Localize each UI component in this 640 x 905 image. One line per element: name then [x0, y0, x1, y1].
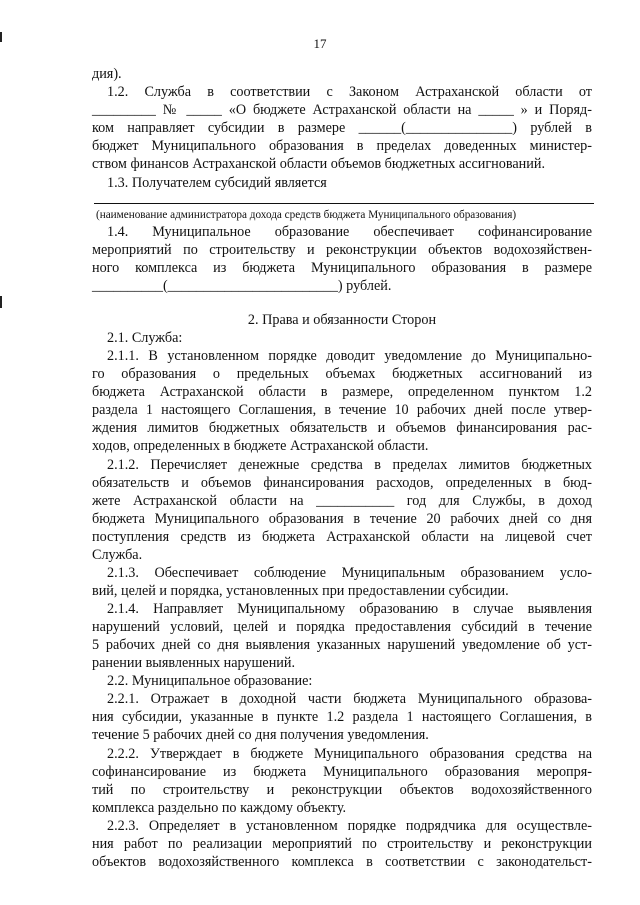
- text-line: ждения лимитов бюджетных обязательств и объемов финансирования рас-: [92, 420, 592, 436]
- text-line: 2.1.1. В установленном порядке доводит уведомление до Муниципально-: [107, 348, 592, 364]
- text-line: бюджета Астраханской области в размере, определенном пунктом 1.2: [92, 384, 592, 400]
- text-line: ством финансов Астраханской области объемов бюджетных ассигнований.: [92, 156, 545, 172]
- text-line: 2.1.3. Обеспечивает соблюдение Муниципальным образованием усло-: [107, 565, 592, 581]
- text-line: раздела 1 настоящего Соглашения, в течение 10 рабочих дней после утвер-: [92, 402, 592, 418]
- text-line: течение 5 рабочих дней со дня получения уведомления.: [92, 727, 429, 743]
- text-line: ния работ по реализации мероприятий по строительству и реконструкции: [92, 836, 592, 852]
- text-line: 2.1. Служба:: [107, 330, 183, 346]
- text-line: жете Астраханской области на ___________ год для Службы, в доход: [92, 493, 592, 509]
- text-line: вий, целей и порядка, установленных при предоставлении субсидии.: [92, 583, 509, 599]
- blank-fill-line: [94, 203, 594, 204]
- caption-line: (наименование администратора дохода средств бюджета Муниципального образования): [96, 209, 517, 221]
- text-line: ного комплекса из бюджета Муниципального образования в размере: [92, 260, 592, 276]
- text-line: 2.2.3. Определяет в установленном порядке подрядчика для осуществле-: [107, 818, 592, 834]
- text-line: поступления средств из бюджета Астраханской области на лицевой счет: [92, 529, 592, 545]
- text-line: ранении выявленных нарушений.: [92, 655, 296, 671]
- text-line: тий по строительству и реконструкции объектов водохозяйственного: [92, 782, 592, 798]
- text-line: __________(________________________) рублей.: [92, 278, 392, 294]
- text-line: 1.3. Получателем субсидий является: [107, 175, 327, 191]
- text-line: 2.2.2. Утверждает в бюджете Муниципального образования средства на: [107, 746, 592, 762]
- section-heading: 2. Права и обязанности Сторон: [247, 312, 437, 328]
- text-line: го образования о предельных объемах бюджетных ассигнований из: [92, 366, 592, 382]
- text-line: 1.4. Муниципальное образование обеспечивает софинансирование: [107, 224, 592, 240]
- text-line: ния субсидии, указанные в пункте 1.2 раздела 1 настоящего Соглашения, в: [92, 709, 592, 725]
- text-line: ходов, определенных в бюджете Астраханской области.: [92, 438, 429, 454]
- text-line: объектов водохозяйственного комплекса в соответствии с законодательст-: [92, 854, 592, 870]
- text-line: ком направляет субсидии в размере ______(_______________) рублей в: [92, 120, 592, 136]
- text-line: _________ № _____ «О бюджете Астраханской области на _____ » и Поряд-: [92, 102, 592, 118]
- text-line: бюджета Муниципального образования в течение 20 рабочих дней со дня: [92, 511, 592, 527]
- text-line: 2.1.4. Направляет Муниципальному образованию в случае выявления: [107, 601, 592, 617]
- text-line: 5 рабочих дней со дня выявления указанных нарушений уведомление об уст-: [92, 637, 592, 653]
- text-line: 2.2.1. Отражает в доходной части бюджета Муниципального образова-: [107, 691, 592, 707]
- text-line: дия).: [92, 66, 122, 82]
- text-line: обязательств и объемов финансирования расходов, определенных в бюд-: [92, 475, 592, 491]
- text-line: бюджет Муниципального образования в пределах доведенных министер-: [92, 138, 592, 154]
- text-line: нарушений условий, целей и порядка предоставления субсидий в течение: [92, 619, 592, 635]
- text-line: мероприятий по строительству и реконструкции объектов водохозяйствен-: [92, 242, 592, 258]
- left-margin-mark: [0, 296, 2, 308]
- text-line: 1.2. Служба в соответствии с Законом Астраханской области от: [107, 84, 592, 100]
- text-line: 2.2. Муниципальное образование:: [107, 673, 313, 689]
- text-line: софинансирование из бюджета Муниципального образования меропря-: [92, 764, 592, 780]
- text-line: 2.1.2. Перечисляет денежные средства в пределах лимитов бюджетных: [107, 457, 592, 473]
- text-line: Служба.: [92, 547, 143, 563]
- text-line: комплекса раздельно по каждому объекту.: [92, 800, 347, 816]
- page-number: 17: [313, 36, 327, 51]
